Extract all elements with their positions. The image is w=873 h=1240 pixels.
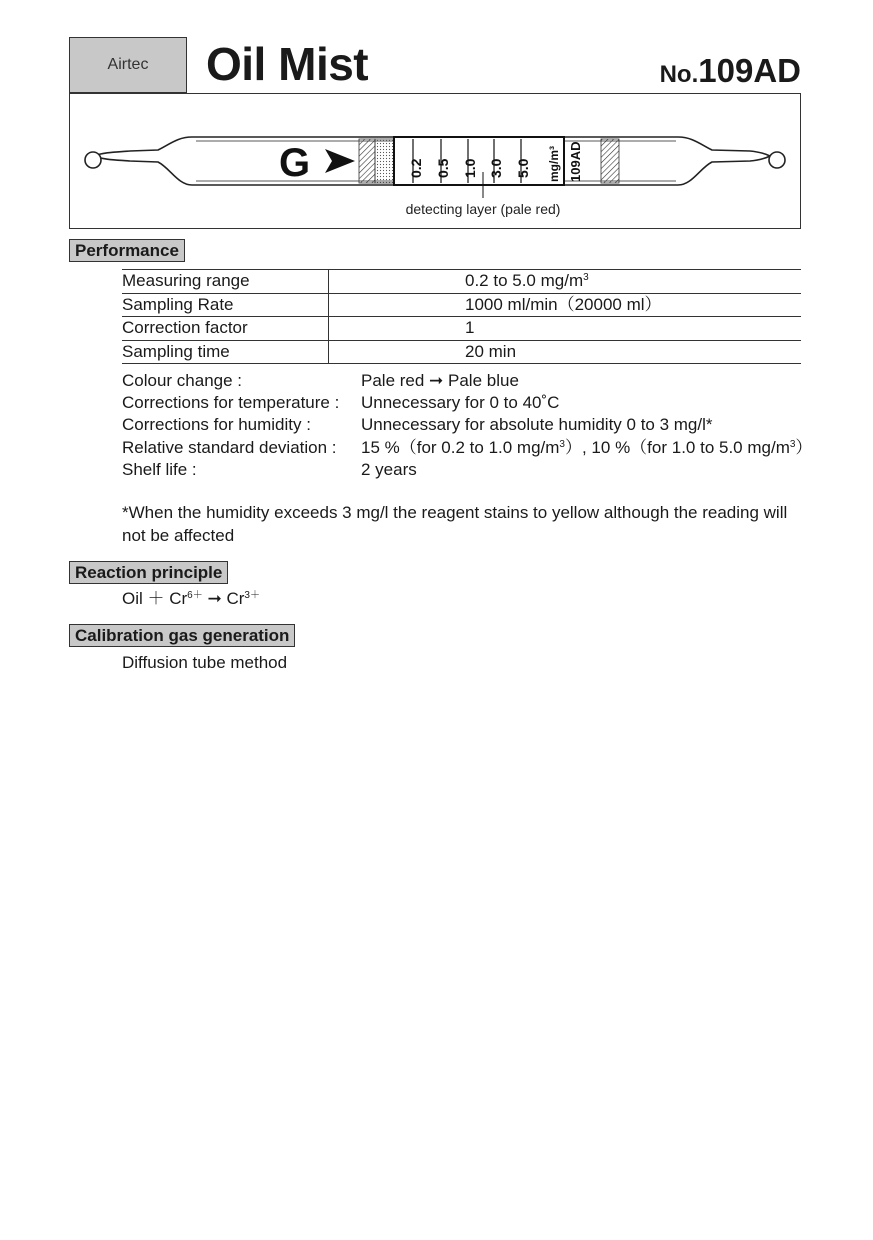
correction-factor-value: 1 — [329, 317, 802, 341]
page-title: Oil Mist — [206, 38, 369, 90]
measuring-range-label: Measuring range — [122, 270, 329, 294]
performance-table — [122, 269, 801, 364]
table-row — [122, 340, 801, 364]
tube-end-left — [85, 152, 101, 168]
reaction-equation: Oil ＋ $Cr^{6+}$ ➞ $Cr^{3+}$ — [122, 589, 260, 608]
gastec-logo-icon: G — [279, 141, 311, 185]
reagent-layer-dotted — [375, 139, 394, 183]
humidity-note: *When the humidity exceeds 3 mg/l the reagent stains to yellow although the reading will not be affected — [122, 503, 788, 545]
category-label: Airtec — [107, 56, 149, 73]
performance-heading: Performance — [69, 239, 185, 262]
tube-diagram — [69, 93, 801, 229]
category-badge — [69, 37, 187, 93]
sampling-time-value: 20 min — [329, 340, 802, 364]
product-number-value: 109AD — [698, 52, 801, 89]
spec-relative-standard-deviation: Relative standard deviation : 15 %（for 0.2 to 1.0 $mg/m^3$）, 10 %（for 1.0 to 5.0 $mg/m^3$） — [122, 438, 813, 457]
scale-mark-1.0: 1.0 — [462, 158, 478, 178]
sampling-rate-value: 1000 ml/min（20000 ml） — [329, 293, 802, 317]
sampling-rate-label: Sampling Rate — [122, 293, 329, 317]
scale-mark-3.0: 3.0 — [488, 158, 504, 178]
correction-factor-label: Correction factor — [122, 317, 329, 341]
tube-code-label: 109AD — [568, 141, 583, 182]
scale-mark-5.0: 5.0 — [515, 158, 531, 178]
spec-temperature-correction: Corrections for temperature : Unnecessary for 0 to 40˚C — [122, 393, 560, 412]
detector-tube-illustration — [70, 94, 800, 228]
scale-mark-0.2: 0.2 — [408, 158, 424, 178]
table-row — [122, 317, 801, 341]
product-number — [660, 52, 801, 90]
scale-mark-0.5: 0.5 — [435, 158, 451, 178]
spec-humidity-correction: Corrections for humidity : Unnecessary for absolute humidity 0 to 3 mg/l* — [122, 415, 713, 434]
reaction-principle-heading: Reaction principle — [69, 561, 228, 584]
reagent-layer-hatched-right — [601, 139, 619, 183]
reagent-layer-hatched — [359, 139, 375, 183]
product-number-prefix: No. — [659, 61, 699, 88]
calibration-heading: Calibration gas generation — [69, 624, 295, 647]
tube-end-right — [769, 152, 785, 168]
scale-unit-label: mg/m³ — [547, 146, 561, 182]
measuring-range-value: 0.2 to 5.0 $mg/m^3$ — [329, 270, 802, 294]
spec-shelf-life: Shelf life : 2 years — [122, 460, 417, 479]
table-row — [122, 293, 801, 317]
calibration-method: Diffusion tube method — [122, 653, 288, 672]
sampling-time-label: Sampling time — [122, 340, 329, 364]
spec-colour-change: Colour change : Pale red ➞ Pale blue — [122, 371, 519, 390]
diagram-caption: detecting layer (pale red) — [405, 201, 561, 217]
table-row — [122, 270, 801, 294]
flow-arrow-icon — [325, 149, 355, 173]
